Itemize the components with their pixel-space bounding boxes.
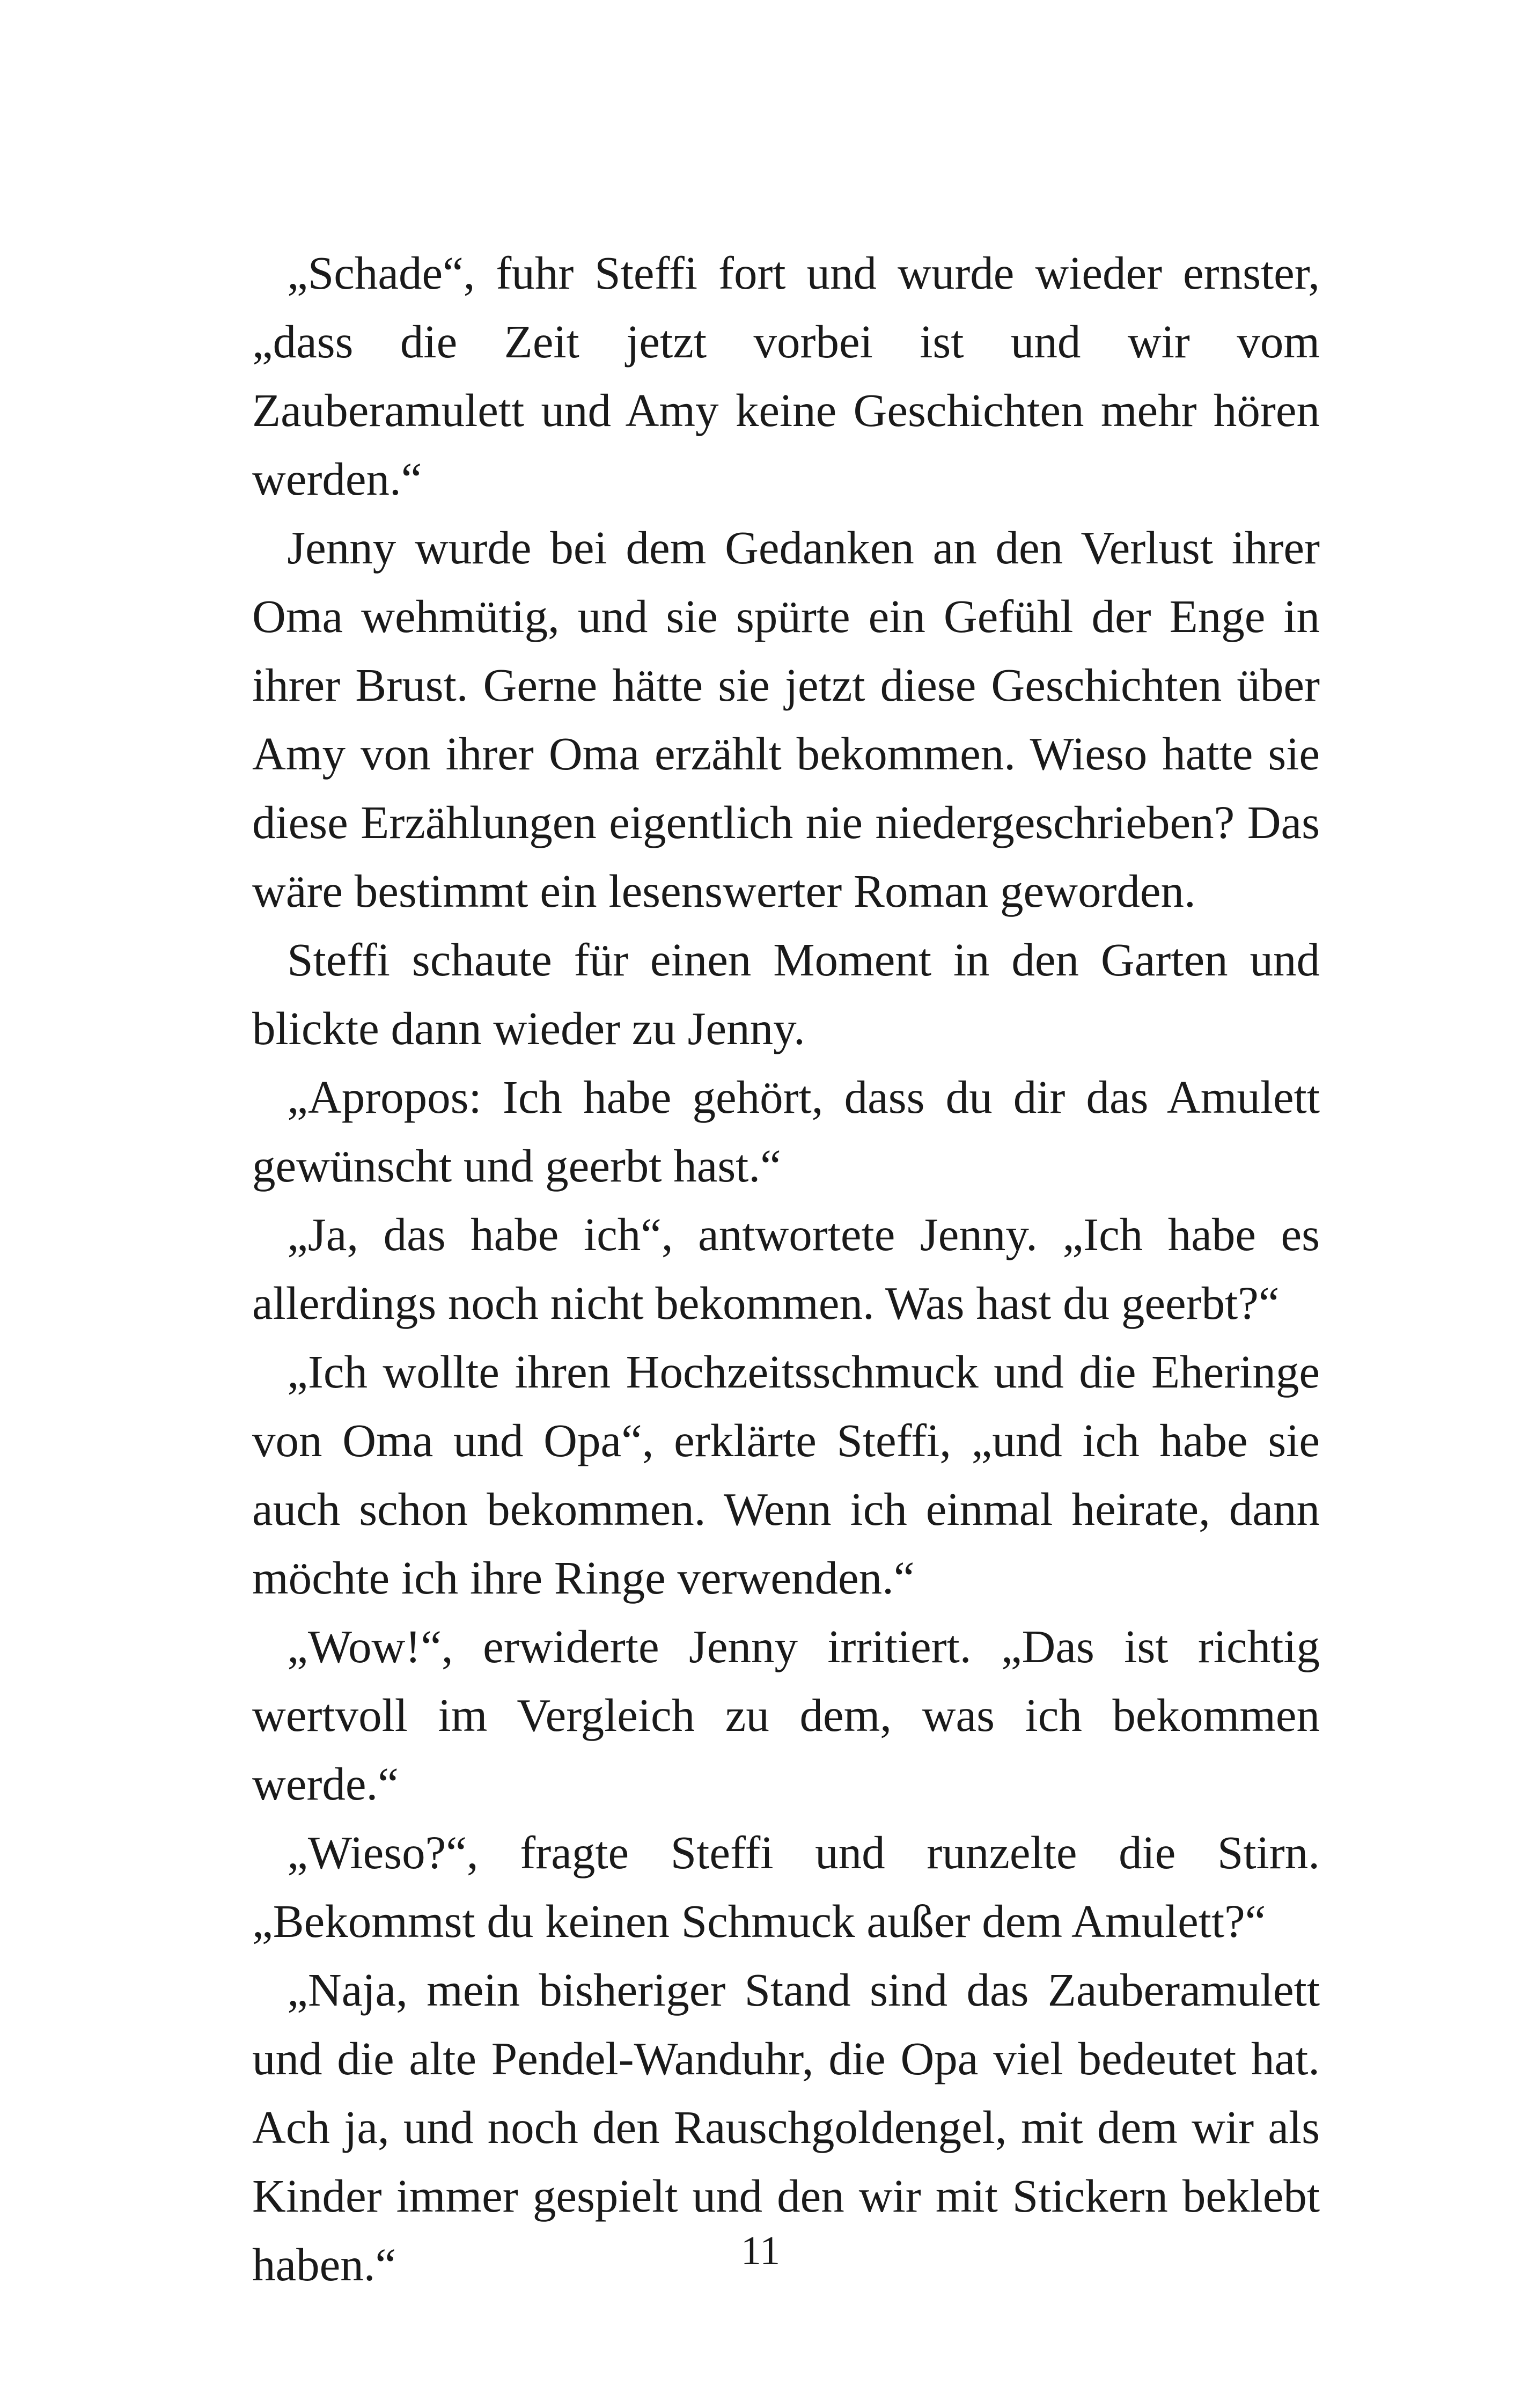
- page-number: 11: [740, 2228, 781, 2273]
- paragraph-9: „Naja, mein bisheriger Stand sind das Zauberamulett und die alte Pendel-Wanduhr, die Opa viel bedeutet hat. Ach ja, und noch den Rauschgoldengel, mit dem wir als Kinder immer gespielt und den wir mit Stickern beklebt haben.“: [252, 1964, 1320, 2290]
- paragraph-3: Steffi schaute für einen Moment in den Garten und blickte dann wieder zu Jenny.: [252, 934, 1320, 1054]
- paragraph-8: „Wieso?“, fragte Steffi und runzelte die Stirn. „Bekommst du keinen Schmuck außer dem Amulett?“: [252, 1826, 1320, 1947]
- paragraph-5: „Ja, das habe ich“, antwortete Jenny. „Ich habe es allerdings noch nicht bekommen. Was hast du geerbt?“: [252, 1208, 1320, 1329]
- body-text: [252, 239, 1320, 2299]
- paragraph-4: „Apropos: Ich habe gehört, dass du dir das Amulett gewünscht und geerbt hast.“: [252, 1071, 1320, 1192]
- paragraph-6: „Ich wollte ihren Hochzeitsschmuck und die Eheringe von Oma und Opa“, erklärte Steffi, „und ich habe sie auch schon bekommen. Wenn ich einmal heirate, dann möchte ich ihre Ringe verwenden.“: [252, 1346, 1320, 1604]
- paragraph-7: „Wow!“, erwiderte Jenny irritiert. „Das ist richtig wertvoll im Vergleich zu dem, was ich bekommen werde.“: [252, 1620, 1320, 1810]
- paragraph-1: „Schade“, fuhr Steffi fort und wurde wieder ernster, „dass die Zeit jetzt vorbei ist und wir vom Zauberamulett und Amy keine Geschichten mehr hören werden.“: [252, 247, 1320, 505]
- paragraph-2: Jenny wurde bei dem Gedanken an den Verlust ihrer Oma wehmütig, und sie spürte ein Gefühl der Enge in ihrer Brust. Gerne hätte sie jetzt diese Geschichten über Amy von ihrer Oma erzählt bekommen. Wieso hatte sie diese Erzählungen eigentlich nie niedergeschrieben? Das wäre bestimmt ein lesenswerter Roman geworden.: [252, 522, 1320, 917]
